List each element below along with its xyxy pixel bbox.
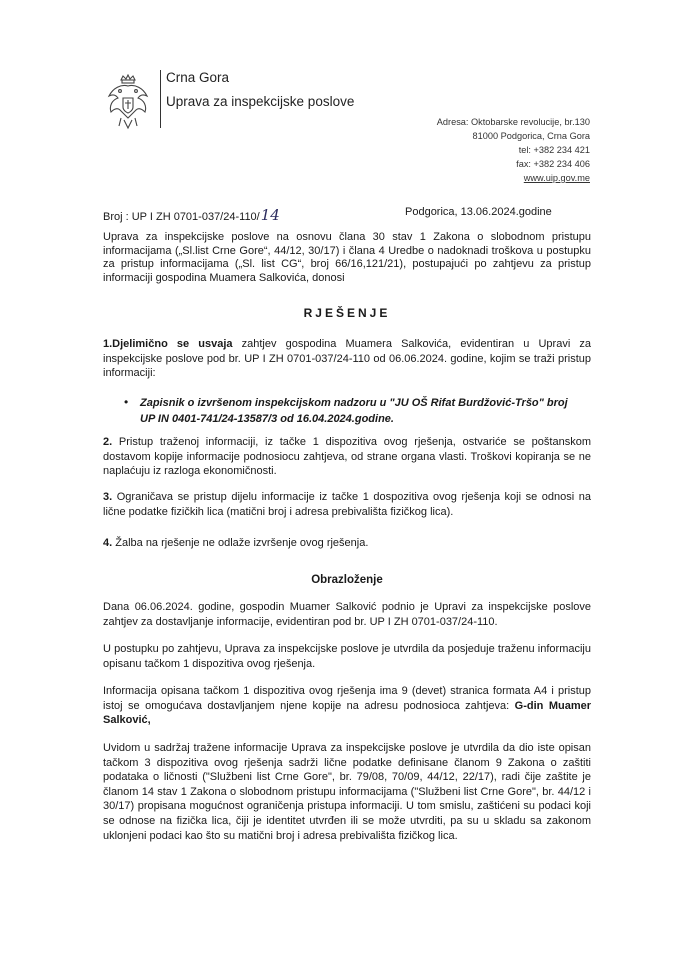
montenegro-coat-of-arms-icon [103,74,153,130]
item-2 [103,435,591,479]
reasoning-paragraph-4: Uvidom u sadržaj tražene informacije Uprava za inspekcijske poslove je utvrdila da dio iste opisan tačkom 3 dispozitiva ovog rješenja sadrži lične podatke definisane članom 9 Zakona o zaštiti podataka o ličnosti ("Službeni list Crne Gore", br. 79/08, 70/09, 44/12, 22/17), radi čije zaštite je članom 14 stav 1 Zakona o slobodnom pristupu informacijama ("Službeni list Crne Gore", br. 44/12 i 30/17) propisana mogućnost ograničenja pristupa informaciji. U tom smislu, zaštićeni su podaci koji se odnose na fizička lica, čiji je identitet utvrđen ili se može utvrditi, pa su u skladu sa zakonom uklonjeni podaci kao što su matični broj i adresa prebivališta fizičkog lica. [103,742,591,842]
address-line2: 81000 Podgorica, Crna Gora [472,131,590,141]
reasoning-paragraph-2: U postupku po zahtjevu, Uprava za inspekcijske poslove je utvrdila da posjeduje traženu informaciju opisanu tačkom 1 dispozitiva ovog rješenja. [103,643,591,670]
item-1 [103,337,591,381]
recipient-name: G-din Muamer Salković, [103,699,592,727]
reference-number [103,206,280,224]
reasoning-title: Obrazloženje [311,574,383,586]
address-block [437,115,590,185]
address-fax: fax: +382 234 406 [516,159,590,169]
item-3 [103,490,591,519]
item-4 [103,536,591,551]
item-4-text: Žalba na rješenje ne odlaže izvršenje ovog rješenja. [112,537,369,549]
document-date: Podgorica, 13.06.2024.godine [405,206,552,218]
item-2-number: 2. [103,436,113,448]
address-tel: tel: +382 234 421 [518,145,590,155]
bullet-item: Zapisnik o izvršenom inspekcijskom nadzoru u "JU OŠ Rifat Burdžović-Tršo" broj UP IN 0401-741/24-13587/3 od 16.04.2024.godine. [140,397,568,425]
decision-title: RJEŠENJE [303,306,391,320]
reference-number-text: Broj : UP I ZH 0701-037/24-110/ [103,211,260,223]
address-line1: Adresa: Oktobarske revolucije, br.130 [436,117,590,127]
intro-paragraph: Uprava za inspekcijske poslove na osnovu člana 30 stav 1 Zakona o slobodnom pristupu informacijama („Sl.list Crne Gore“, 44/12, 30/17) i člana 4 Uredbe o nadoknadi troškova u postupku za pristup informacijama („Sl. list CG“, broj 66/16,121/21), postupajući po zahtjevu za pristup informaciji gospodina Muamera Salkovića, donosi [103,231,591,284]
header-country: Crna Gora [166,70,230,85]
item-3-text: Ograničava se pristup dijelu informacije iz tačke 1 dospozitiva ovog rješenja koji se odnosi na lične podatke fizičkih lica (matični broj i adresa prebivališta fizičkog lica). [103,491,591,518]
bullet-icon: • [124,395,129,409]
address-web-link[interactable]: www.uip.gov.me [523,173,590,183]
item-4-number: 4. [103,537,113,549]
item-1-text: zahtjev gospodina Muamera Salkovića, evidentiran u Upravi za inspekcijske poslove pod br. UP I ZH 0701-037/24-110 od 06.06.2024. godine, kojim se traži pristup informaciji: [103,338,592,380]
item-3-number: 3. [103,491,113,503]
item-2-text: Pristup traženoj informaciji, iz tačke 1 dispozitiva ovog rješenja, ostvariće se poštanskom dostavom kopije informacije podnosiocu zahtjeva, od strane organa vlasti. Troškovi kopiranja se ne naplaćuju iz razloga ekonomičnosti. [103,436,591,478]
reasoning-paragraph-3-text: Informacija opisana tačkom 1 dispozitiva ovog rješenja ima 9 (devet) stranica formata A4 i pristup istoj se omogućava dostavljanjem njene kopije na adresu podnosioca zahtjeva: [103,685,591,712]
reasoning-paragraph-1: Dana 06.06.2024. godine, gospodin Muamer Salković podnio je Upravi za inspekcijske poslove zahtjev za dostavljanje informacije, evidentiran pod br. UP I ZH 0701-037/24-110. [103,601,591,628]
header-divider [160,70,161,128]
header-agency: Uprava za inspekcijske poslove [166,94,355,109]
handwritten-number: 14 [260,206,280,224]
reasoning-paragraph-3 [103,684,591,728]
item-1-lead: 1.Djelimično se usvaja [103,338,233,350]
